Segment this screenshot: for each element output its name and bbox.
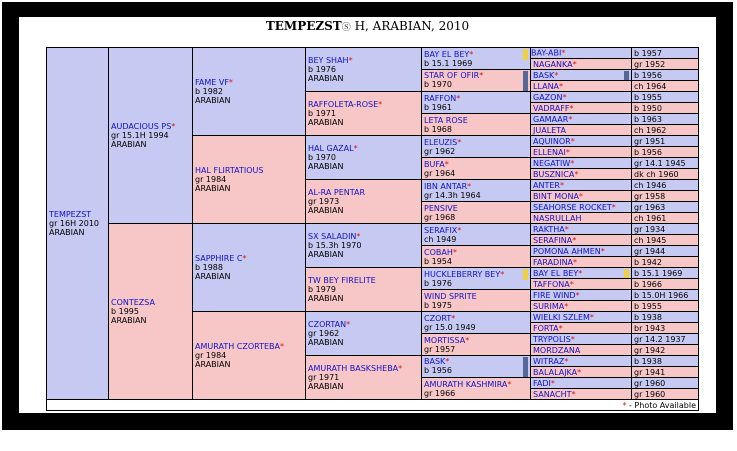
horse-detail: b 1970: [424, 79, 452, 89]
horse-name[interactable]: BAY EL BEY: [533, 268, 579, 278]
ancestor-gen6-cell[interactable]: [531, 169, 632, 180]
horse-name[interactable]: ANTER: [533, 180, 560, 190]
ancestor-gen5-cell[interactable]: [422, 268, 531, 290]
horse-name[interactable]: BAY-ABI: [531, 48, 562, 58]
photo-star-icon: *: [561, 48, 566, 58]
parent-cell[interactable]: [109, 48, 193, 224]
ancestor-gen6-info: ch 1961: [632, 213, 699, 224]
subject-horse-cell[interactable]: [47, 48, 109, 400]
horse-name[interactable]: FAME VF: [195, 78, 229, 87]
ancestor-gen5-cell[interactable]: [422, 70, 531, 92]
horse-detail: ARABIAN: [195, 184, 231, 193]
horse-name[interactable]: SERAFINA: [533, 235, 573, 245]
horse-name[interactable]: FORTA: [533, 323, 559, 333]
photo-star-icon: *: [507, 379, 512, 389]
ancestor-gen6-info: gr 1958: [632, 191, 699, 202]
horse-detail: gr 1962: [308, 329, 340, 338]
horse-detail: ARABIAN: [195, 360, 231, 369]
photo-star-icon: *: [600, 246, 605, 256]
ancestor-gen6-info: gr 1963: [632, 202, 699, 213]
ancestor-gen6-cell[interactable]: [531, 81, 632, 92]
horse-name[interactable]: RAKTHA: [533, 224, 565, 234]
horse-name[interactable]: NEGATIW: [533, 158, 571, 168]
photo-star-icon: *: [564, 224, 569, 234]
great-grandparent-cell[interactable]: [306, 180, 422, 224]
ancestor-gen6-cell[interactable]: [531, 92, 632, 103]
ancestor-gen6-info: ch 1945: [632, 235, 699, 246]
photo-star-icon: *: [451, 313, 456, 323]
photo-star-icon: *: [242, 254, 247, 263]
horse-detail: b 1970: [308, 153, 336, 162]
photo-star-icon: *: [559, 180, 564, 190]
horse-detail: gr 15.1H 1994: [111, 131, 169, 140]
photo-star-icon: *: [568, 114, 573, 124]
ancestor-gen6-info: ch 1964: [632, 81, 699, 92]
photo-star-icon: *: [280, 342, 285, 351]
ancestor-gen6-info: b 1950: [632, 103, 699, 114]
photo-star-icon: *: [611, 202, 616, 212]
ancestor-gen6-info: gr 1941: [632, 367, 699, 378]
ancestor-gen6-cell[interactable]: [531, 246, 632, 257]
ancestor-gen5-cell[interactable]: [422, 224, 531, 246]
horse-detail: ARABIAN: [308, 294, 344, 303]
horse-detail: b 1995: [111, 307, 139, 316]
horse-detail: gr 1971: [308, 373, 340, 382]
horse-name[interactable]: COBAH: [424, 247, 453, 257]
horse-detail: ARABIAN: [308, 338, 344, 347]
photo-star-icon: *: [457, 137, 462, 147]
photo-star-icon: *: [575, 290, 580, 300]
horse-name[interactable]: BASK: [424, 356, 446, 366]
photo-star-icon: *: [559, 81, 564, 91]
photo-star-icon: *: [353, 144, 358, 153]
horse-name[interactable]: WIELKI SZLEM: [533, 312, 590, 322]
horse-name[interactable]: MORDZANA: [533, 345, 581, 355]
photo-star-icon: *: [562, 92, 567, 102]
ancestor-gen6-info: gr 1960: [632, 378, 699, 389]
photo-star-icon: *: [571, 389, 576, 399]
horse-name[interactable]: SANACHT: [533, 389, 572, 399]
ancestor-gen6-cell[interactable]: [531, 356, 632, 367]
horse-name[interactable]: TAFFONA: [533, 279, 570, 289]
horse-name[interactable]: SURIMA: [533, 301, 565, 311]
horse-detail: b 1956: [424, 365, 452, 375]
horse-detail: gr 1984: [195, 351, 227, 360]
photo-star-icon: *: [456, 93, 461, 103]
horse-name[interactable]: BASK: [533, 70, 555, 80]
photo-star-icon: *: [622, 400, 627, 410]
ancestor-gen5-cell[interactable]: [422, 246, 531, 268]
ancestor-gen5-cell[interactable]: [422, 334, 531, 356]
ancestor-gen6-cell[interactable]: [531, 312, 632, 323]
photo-star-icon: *: [469, 49, 474, 59]
horse-detail: gr 15.0 1949: [424, 322, 476, 332]
horse-detail: b 1976: [308, 65, 336, 74]
horse-name[interactable]: HAL GAZAL: [308, 144, 354, 153]
horse-name[interactable]: CZORTAN: [308, 320, 347, 329]
horse-name[interactable]: CZORT: [424, 313, 452, 323]
ancestor-gen5-cell[interactable]: [422, 180, 531, 202]
ancestor-gen6-cell[interactable]: [531, 213, 632, 224]
ancestor-gen6-info: b 15.0H 1966: [632, 290, 699, 301]
horse-detail: ARABIAN: [308, 206, 344, 215]
horse-name[interactable]: BAY EL BEY: [424, 49, 470, 59]
ancestor-gen6-cell[interactable]: [531, 103, 632, 114]
great-grandparent-cell[interactable]: [306, 92, 422, 136]
horse-name[interactable]: ELEUZIS: [424, 137, 458, 147]
ancestor-gen5-cell[interactable]: [422, 92, 531, 114]
ancestor-gen6-info: b 1966: [632, 279, 699, 290]
photo-star-icon: *: [558, 323, 563, 333]
photo-star-icon: *: [570, 334, 575, 344]
horse-detail: gr 16H 2010: [49, 219, 100, 228]
horse-detail: gr 1968: [424, 212, 456, 222]
horse-name[interactable]: AUDACIOUS PS: [111, 122, 172, 131]
ancestor-gen6-info: dk ch 1960: [632, 169, 699, 180]
horse-name[interactable]: STAR OF OFIR: [424, 70, 480, 80]
horse-detail: ARABIAN: [49, 228, 85, 237]
photo-star-icon: *: [378, 100, 383, 109]
marker-icon: [523, 49, 528, 60]
horse-detail: ARABIAN: [308, 118, 344, 127]
horse-name[interactable]: BUFA: [424, 159, 445, 169]
ancestor-gen5-cell[interactable]: [422, 312, 531, 334]
ancestor-gen6-info: ch 1962: [632, 125, 699, 136]
ancestor-gen6-info: gr 1960: [632, 389, 699, 400]
ancestor-gen6-info: gr 14.1 1945: [632, 158, 699, 169]
horse-detail: b 1988: [195, 263, 223, 272]
horse-name[interactable]: SEAHORSE ROCKET: [533, 202, 612, 212]
ancestor-gen6-cell[interactable]: [531, 158, 632, 169]
photo-star-icon: *: [589, 312, 594, 322]
horse-name[interactable]: SAPPHIRE C: [195, 254, 243, 263]
ancestor-gen6-cell[interactable]: [531, 180, 632, 191]
horse-detail: b 15.1 1969: [424, 58, 473, 68]
horse-name[interactable]: NAGANKA: [533, 59, 573, 69]
horse-name[interactable]: BALALAJKA: [533, 367, 578, 377]
ancestor-gen6-cell[interactable]: [531, 114, 632, 125]
ancestor-gen6-cell[interactable]: [531, 191, 632, 202]
horse-name[interactable]: RAFFOLETA-ROSE: [308, 100, 379, 109]
horse-name[interactable]: WITRAZ: [533, 356, 565, 366]
horse-name[interactable]: HAL FLIRTATIOUS: [195, 166, 264, 175]
horse-detail: b 15.3h 1970: [308, 241, 362, 250]
grandparent-cell[interactable]: [193, 224, 306, 312]
ancestor-gen5-cell[interactable]: [422, 136, 531, 158]
ancestor-gen6-cell[interactable]: [531, 70, 632, 81]
great-grandparent-cell[interactable]: [306, 356, 422, 400]
photo-star-icon: *: [569, 279, 574, 289]
ancestor-gen6-info: b 1938: [632, 312, 699, 323]
horse-name[interactable]: WIND SPRITE: [424, 291, 477, 301]
horse-name[interactable]: BUSZNICA: [533, 169, 575, 179]
horse-detail: ARABIAN: [308, 162, 344, 171]
ancestor-gen6-info: br 1943: [632, 323, 699, 334]
photo-star-icon: *: [569, 103, 574, 113]
ancestor-gen6-cell[interactable]: [531, 125, 632, 136]
horse-detail: b 1971: [308, 109, 336, 118]
horse-detail: ARABIAN: [111, 140, 147, 149]
ancestor-gen6-cell[interactable]: [531, 48, 632, 59]
ancestor-gen5-cell[interactable]: [422, 48, 531, 70]
ancestor-gen6-cell[interactable]: [531, 257, 632, 268]
photo-star-icon: *: [467, 181, 472, 191]
horse-detail: gr 1973: [308, 197, 340, 206]
photo-star-icon: *: [573, 257, 578, 267]
ancestor-gen6-cell[interactable]: [531, 389, 632, 400]
horse-detail: ARABIAN: [308, 74, 344, 83]
photo-legend: [47, 400, 699, 411]
ancestor-gen6-cell[interactable]: [531, 279, 632, 290]
ancestor-gen5-cell[interactable]: [422, 158, 531, 180]
horse-name[interactable]: TRYPOLIS: [533, 334, 571, 344]
horse-name[interactable]: AL-RA PENTAR: [308, 188, 366, 197]
photo-star-icon: *: [398, 364, 403, 373]
photo-star-icon: *: [356, 232, 361, 241]
horse-name[interactable]: NASRULLAH: [533, 213, 582, 223]
pedigree-title: [19, 19, 716, 33]
horse-detail: ch 1949: [424, 234, 457, 244]
horse-detail: b 1968: [424, 124, 452, 134]
horse-detail: b 1961: [424, 102, 452, 112]
great-grandparent-cell[interactable]: [306, 136, 422, 180]
ancestor-gen6-info: b 1955: [632, 92, 699, 103]
horse-name[interactable]: AQUINOR: [533, 136, 571, 146]
horse-name[interactable]: TW BEY FIRELITE: [308, 276, 376, 285]
horse-detail: b 1976: [424, 278, 452, 288]
horse-name[interactable]: AMURATH KASHMIRA: [424, 379, 508, 389]
horse-name[interactable]: BINT MONA: [533, 191, 579, 201]
photo-star-icon: *: [565, 147, 570, 157]
ancestor-gen6-cell[interactable]: [531, 345, 632, 356]
horse-title-details: H, ARABIAN, 2010: [350, 19, 470, 33]
horse-detail: b 1975: [424, 300, 452, 310]
marker-icon: [624, 269, 629, 278]
ancestor-gen6-cell[interactable]: [531, 323, 632, 334]
horse-name[interactable]: MORTISSA: [424, 335, 466, 345]
marker-icon: [523, 269, 528, 280]
photo-star-icon: *: [550, 378, 555, 388]
photo-star-icon: *: [564, 356, 569, 366]
photo-star-icon: *: [445, 356, 450, 366]
ancestor-gen6-info: gr 1942: [632, 345, 699, 356]
grandparent-cell[interactable]: [193, 136, 306, 224]
horse-name[interactable]: AMURATH CZORTEBA: [195, 342, 281, 351]
ancestor-gen5-cell[interactable]: [422, 290, 531, 312]
photo-star-icon: *: [500, 269, 505, 279]
photo-star-icon: *: [574, 169, 579, 179]
photo-legend-text: - Photo Available: [626, 400, 696, 410]
photo-star-icon: *: [479, 70, 484, 80]
horse-detail: b 1979: [308, 285, 336, 294]
photo-star-icon: *: [577, 367, 582, 377]
ancestor-gen6-info: b 1956: [632, 147, 699, 158]
horse-name[interactable]: SERAFIX: [424, 225, 458, 235]
ancestor-gen5-cell[interactable]: [422, 114, 531, 136]
photo-star-icon: *: [578, 191, 583, 201]
ancestor-gen5-cell[interactable]: [422, 356, 531, 378]
photo-star-icon: *: [444, 159, 449, 169]
horse-detail: b 1954: [424, 256, 452, 266]
great-grandparent-cell[interactable]: [306, 312, 422, 356]
horse-detail: ARABIAN: [308, 250, 344, 259]
ancestor-gen6-info: b 1956: [632, 70, 699, 81]
pedigree-table: [46, 47, 699, 411]
parent-cell[interactable]: [109, 224, 193, 400]
photo-star-icon: *: [572, 235, 577, 245]
photo-star-icon: *: [465, 335, 470, 345]
horse-detail: gr 1966: [424, 388, 456, 398]
photo-star-icon: *: [572, 59, 577, 69]
horse-detail: ARABIAN: [195, 96, 231, 105]
horse-name[interactable]: PENSIVE: [424, 203, 458, 213]
horse-name[interactable]: GAMAAR: [533, 114, 569, 124]
photo-star-icon: *: [578, 268, 583, 278]
ancestor-gen6-info: gr 1944: [632, 246, 699, 257]
horse-name[interactable]: ELLENAI: [533, 147, 566, 157]
photo-star-icon: *: [554, 70, 559, 80]
marker-icon: [624, 71, 629, 80]
ancestor-gen6-cell[interactable]: [531, 268, 632, 279]
ancestor-gen6-cell[interactable]: [531, 147, 632, 158]
ancestor-gen6-cell[interactable]: [531, 235, 632, 246]
horse-name[interactable]: TEMPEZST: [49, 210, 92, 219]
ancestor-gen6-cell[interactable]: [531, 290, 632, 301]
photo-star-icon: *: [564, 301, 569, 311]
horse-detail: ARABIAN: [195, 272, 231, 281]
grandparent-cell[interactable]: [193, 48, 306, 136]
ancestor-gen6-info: gr 1934: [632, 224, 699, 235]
ancestor-gen6-cell[interactable]: [531, 301, 632, 312]
grandparent-cell[interactable]: [193, 312, 306, 400]
horse-title-name: TEMPEZST: [265, 19, 342, 33]
ancestor-gen6-info: b 1963: [632, 114, 699, 125]
horse-name[interactable]: BEY SHAH: [308, 56, 349, 65]
great-grandparent-cell[interactable]: [306, 268, 422, 312]
horse-name[interactable]: VADRAFF: [533, 103, 570, 113]
horse-detail: gr 14.3h 1964: [424, 190, 481, 200]
ancestor-gen6-info: gr 1951: [632, 136, 699, 147]
horse-name[interactable]: HUCKLEBERRY BEY: [424, 269, 501, 279]
photo-star-icon: *: [570, 136, 575, 146]
horse-name[interactable]: FARADINA: [533, 257, 574, 267]
horse-detail: gr 1962: [424, 146, 456, 156]
photo-star-icon: *: [457, 225, 462, 235]
ancestor-gen6-cell[interactable]: [531, 202, 632, 213]
ancestor-gen6-info: b 1942: [632, 257, 699, 268]
horse-name[interactable]: JUALETA: [533, 125, 566, 135]
ancestor-gen6-info: b 1938: [632, 356, 699, 367]
ancestor-gen6-info: b 1957: [632, 48, 699, 59]
horse-detail: gr 1957: [424, 344, 456, 354]
ancestor-gen6-cell[interactable]: [531, 367, 632, 378]
ancestor-gen6-info: b 1955: [632, 301, 699, 312]
horse-name[interactable]: LETA ROSE: [424, 115, 468, 125]
ancestor-gen6-cell[interactable]: [531, 334, 632, 345]
ancestor-gen6-cell[interactable]: [531, 136, 632, 147]
ancestor-gen6-info: gr 1952: [632, 59, 699, 70]
ancestor-gen6-info: gr 14.2 1937: [632, 334, 699, 345]
ancestor-gen5-cell[interactable]: [422, 378, 531, 400]
photo-star-icon: *: [348, 56, 353, 65]
horse-detail: gr 1964: [424, 168, 456, 178]
horse-name[interactable]: CONTEZSA: [111, 298, 155, 307]
horse-detail: ARABIAN: [111, 316, 147, 325]
horse-name[interactable]: FADI: [533, 378, 551, 388]
horse-detail: b 1982: [195, 87, 223, 96]
photo-star-icon: *: [171, 122, 176, 131]
ancestor-gen6-cell[interactable]: [531, 224, 632, 235]
marker-icon: [523, 357, 528, 377]
ancestor-gen6-cell[interactable]: [531, 378, 632, 389]
registered-icon: Ⓢ: [341, 23, 351, 33]
ancestor-gen5-cell[interactable]: [422, 202, 531, 224]
horse-detail: ARABIAN: [308, 382, 344, 391]
photo-star-icon: *: [346, 320, 351, 329]
ancestor-gen6-cell[interactable]: [531, 59, 632, 70]
photo-star-icon: *: [570, 158, 575, 168]
horse-name[interactable]: IBN ANTAR: [424, 181, 468, 191]
horse-name[interactable]: POMONA AHMEN: [533, 246, 601, 256]
horse-name[interactable]: LLANA: [533, 81, 560, 91]
photo-star-icon: *: [228, 78, 233, 87]
horse-name[interactable]: RAFFON: [424, 93, 457, 103]
great-grandparent-cell[interactable]: [306, 48, 422, 92]
pedigree-panel: [19, 17, 716, 413]
page-frame: [2, 2, 733, 430]
great-grandparent-cell[interactable]: [306, 224, 422, 268]
ancestor-gen6-info: b 15.1 1969: [632, 268, 699, 279]
horse-name[interactable]: SX SALADIN: [308, 232, 357, 241]
marker-icon: [523, 71, 528, 91]
photo-star-icon: *: [452, 247, 457, 257]
ancestor-gen6-info: ch 1946: [632, 180, 699, 191]
horse-detail: gr 1984: [195, 175, 227, 184]
horse-name[interactable]: FIRE WIND: [533, 290, 576, 300]
horse-name[interactable]: GAZON: [533, 92, 563, 102]
horse-name[interactable]: AMURATH BASKSHEBA: [308, 364, 399, 373]
